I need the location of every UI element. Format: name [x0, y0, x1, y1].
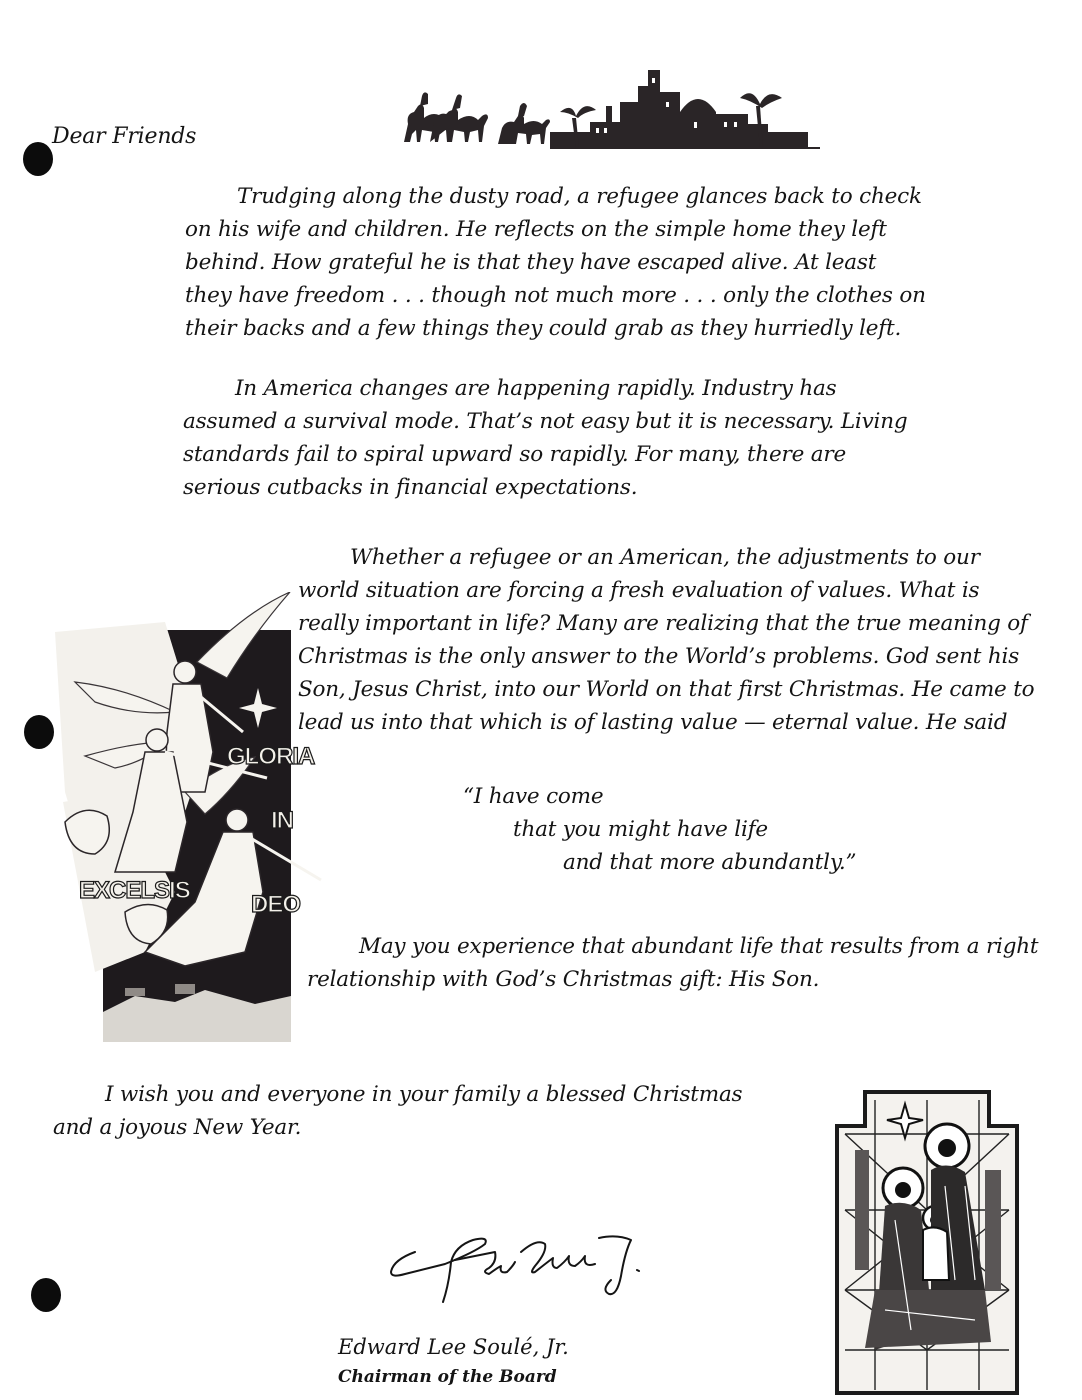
illustration-word-in: IN: [271, 807, 293, 834]
closing-line: I wish you and everyone in your family a blessed Christmas: [105, 1082, 743, 1107]
paragraph-line: standards fail to spiral upward so rapidly. For many, there are: [183, 442, 847, 467]
angels-illustration: [55, 592, 325, 1042]
scripture-quote: [463, 780, 856, 879]
paragraph-line: relationship with God’s Christmas gift: His Son.: [307, 967, 820, 992]
illustration-word-excelsis: EXCELSIS: [79, 877, 190, 904]
paragraph-america: [183, 372, 907, 504]
paragraph-line: serious cutbacks in financial expectations.: [183, 475, 638, 500]
paragraph-line: their backs and a few things they could grab as they hurriedly left.: [185, 316, 902, 341]
paragraph-line: world situation are forcing a fresh evaluation of values. What is: [298, 578, 980, 603]
closing-wishes: [53, 1078, 742, 1144]
binder-hole-top: [23, 142, 53, 176]
paragraph-line: Christmas is the only answer to the World’s problems. God sent his: [298, 644, 1020, 669]
salutation: Dear Friends: [52, 124, 197, 149]
bethlehem-skyline-icon: [400, 62, 830, 152]
paragraph-line: really important in life? Many are realizing that the true meaning of: [298, 611, 1028, 636]
signer-title: Chairman of the Board: [338, 1367, 557, 1387]
paragraph-line: lead us into that which is of lasting value — eternal value. He said: [298, 710, 1008, 735]
quote-line: “I have come: [463, 784, 604, 809]
quote-line: that you might have life: [513, 817, 768, 842]
paragraph-line: In America changes are happening rapidly. Industry has: [235, 376, 837, 401]
paragraph-line: behind. How grateful he is that they have escaped alive. At least: [185, 250, 877, 275]
nativity-stained-glass-icon: [835, 1090, 1019, 1395]
closing-line: and a joyous New Year.: [53, 1115, 302, 1140]
paragraph-line: assumed a survival mode. That’s not easy but it is necessary. Living: [183, 409, 908, 434]
paragraph-values: [298, 541, 1034, 739]
paragraph-line: they have freedom . . . though not much more . . . only the clothes on: [185, 283, 926, 308]
paragraph-blessing: [307, 930, 1038, 996]
paragraph-line: Trudging along the dusty road, a refugee glances back to check: [237, 184, 922, 209]
quote-line: and that more abundantly.”: [563, 850, 857, 875]
binder-hole-middle: [24, 715, 54, 749]
paragraph-line: May you experience that abundant life that results from a right: [359, 934, 1039, 959]
paragraph-line: Whether a refugee or an American, the adjustments to our: [350, 545, 980, 570]
paragraph-line: Son, Jesus Christ, into our World on that first Christmas. He came to: [298, 677, 1035, 702]
signer-name: Edward Lee Soulé, Jr.: [338, 1335, 569, 1359]
paragraph-line: on his wife and children. He reflects on the simple home they left: [185, 217, 887, 242]
handwritten-signature: [385, 1222, 665, 1312]
illustration-word-gloria: GLORIA: [227, 743, 315, 770]
binder-hole-bottom: [31, 1278, 61, 1312]
paragraph-refugee: [185, 180, 926, 345]
illustration-word-deo: DEO: [251, 891, 301, 918]
